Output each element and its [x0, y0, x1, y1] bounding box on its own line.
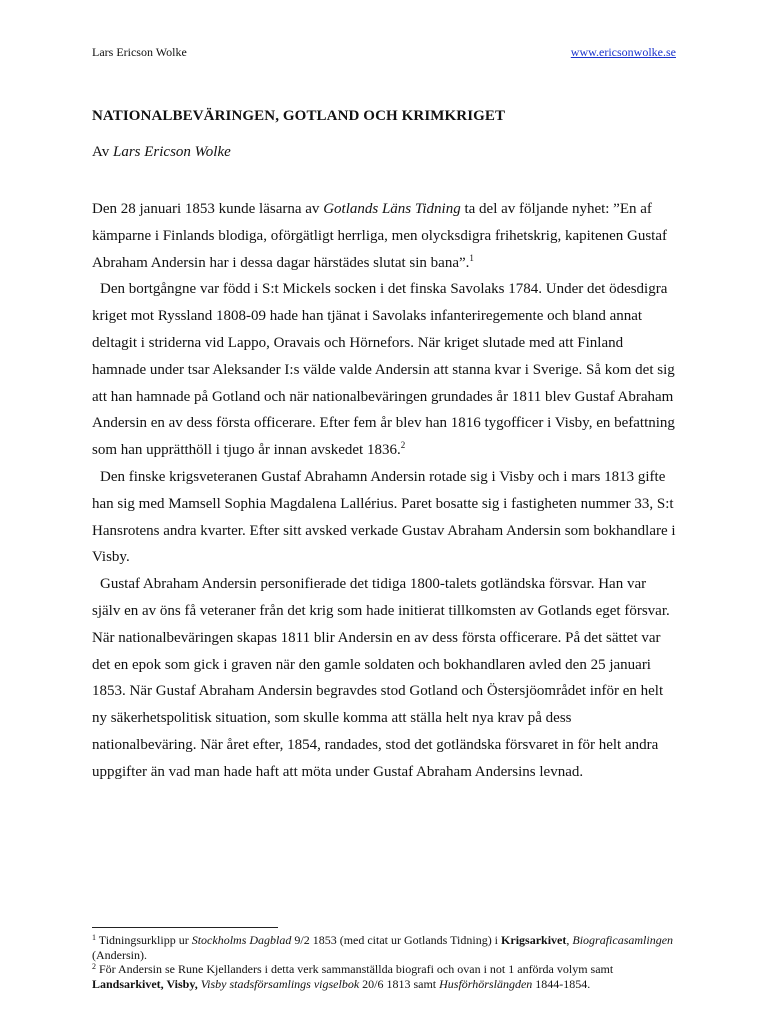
footnote-2-italic-2: Husförhörslängden	[439, 976, 533, 991]
footnote-2	[92, 962, 682, 991]
footnote-1-text-d: (Andersin).	[92, 947, 147, 962]
footnote-2-text-d: 1844-1854.	[532, 976, 591, 991]
footnote-ref-2[interactable]: 2	[400, 440, 406, 451]
footnote-1-text-c: ,	[566, 933, 573, 947]
footnote-1-italic-1: Stockholms Dagblad	[191, 933, 292, 947]
footnote-1-bold-1: Krigsarkivet	[501, 933, 567, 947]
header-website-link[interactable]: www.ericsonwolke.se	[570, 45, 676, 59]
footnote-2-text-c: 20/6 1813 samt	[359, 976, 440, 991]
footnote-2-italic-1: Visby stadsförsamlings vigselbok	[200, 976, 360, 991]
footnote-1-text-b: 9/2 1853 (med citat ur Gotlands Tidning) i	[291, 933, 502, 947]
byline-prefix: Av	[92, 144, 110, 160]
paragraph-1-text-b: ta del av följande nyhet: ”En af kämparne i Finlands blodiga, oförgätligt herrliga, men olycksdigra frihetskrig, kapitenen Gustaf Abraham Andersin har i dessa dagar härstädes slutat sin bana”.	[92, 201, 667, 271]
footnote-divider	[92, 927, 278, 928]
article-body	[92, 196, 678, 786]
byline-author: Lars Ericson Wolke	[112, 144, 231, 160]
footnote-1-italic-2: Biograficasamlingen	[572, 933, 674, 947]
paragraph-2-text: Den bortgångne var född i S:t Mickels socken i det finska Savolaks 1784. Under det ödesdigra kriget mot Ryssland 1808-09 hade han tjänat i Savolaks infanteriregemente och bland annat deltagit i striderna vid Lappo, Oravais och Hörnefors. När kriget slutade med att Finland hamnade under tsar Aleksander I:s välde valde Andersin att stanna kvar i Sverige. Så kom det sig att han hamnade på Gotland och när nationalbeväringen grundades år 1811 blev Gustaf Abraham Andersin en av dess första officerare. Efter fem år blev han 1816 tygofficer i Visby, en befattning som han upprätthöll i tjugo år innan avskedet 1836.	[92, 281, 675, 459]
document-title: NATIONALBEVÄRINGEN, GOTLAND OCH KRIMKRIGET	[92, 108, 506, 124]
paragraph-1-text-a: Den 28 januari 1853 kunde läsarna av	[92, 201, 324, 217]
footnotes	[92, 933, 682, 991]
paragraph-3: Den finske krigsveteranen Gustaf Abrahamn Andersin rotade sig i Visby och i mars 1813 gifte han sig med Mamsell Sophia Magdalena Lallérius. Paret bosatte sig i fastigheten nummer 33, S:t Hansrotens andra kvarter. Efter sitt avsked verkade Gustav Abraham Andersin som bokhandlare i Visby.	[92, 468, 676, 566]
paragraph-4: Gustaf Abraham Andersin personifierade det tidiga 1800-talets gotländska försvar. Han var själv en av öns få veteraner från det krig som hade initierat tillkomsten av Gotlands eget försvar. När nationalbeväringen skapas 1811 blir Andersin en av dess första officerare. På det sättet var det en epok som gick i graven när den gamle soldaten och bokhandlaren avled den 25 januari 1853. När Gustaf Abraham Andersin begravdes stod Gotland och Östersjöområdet inför en helt ny säkerhetspolitisk situation, som skulle komma att ställa helt nya krav på dess nationalbeväring. När året efter, 1854, randades, stod det gotländska försvaret in för helt andra uppgifter än vad man hade haft att möta under Gustaf Abraham Andersins levnad.	[92, 576, 670, 780]
byline	[92, 144, 231, 161]
footnote-ref-1[interactable]: 1	[469, 252, 474, 263]
paragraph-2	[92, 276, 678, 464]
newspaper-title: Gotlands Läns Tidning	[323, 201, 461, 217]
footnote-2-bold-1: Landsarkivet, Visby,	[92, 976, 198, 991]
paragraph-1	[92, 196, 678, 276]
footnote-2-number: 2	[92, 962, 96, 971]
footnote-1-number: 1	[92, 933, 96, 942]
footnote-1	[92, 933, 682, 962]
header-author: Lars Ericson Wolke	[92, 45, 187, 59]
footnote-2-text-a: För Andersin se Rune Kjellanders i detta verk sammanställda biografi och ovan i not 1 anförda volym samt	[96, 962, 614, 976]
footnote-1-text-a: Tidningsurklipp ur	[96, 933, 192, 947]
